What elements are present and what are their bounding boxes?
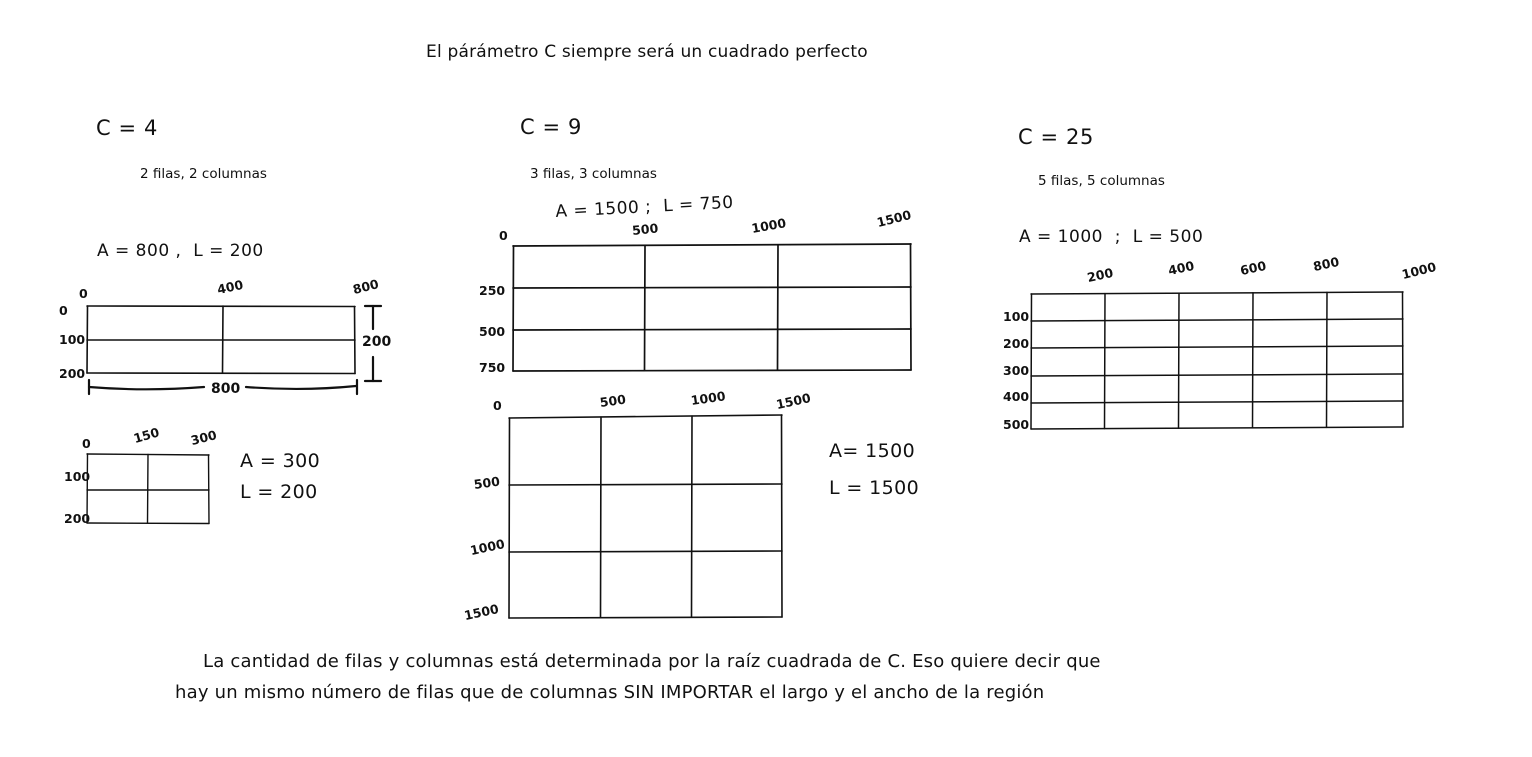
case-1-grid-2-ytick-2: 200 [64,511,91,526]
case-1-dims-label: A = 800 , L = 200 [97,241,264,261]
case-1-grid-2 [86,453,210,525]
case-2-grid-2-xtick-3: 1500 [774,390,812,413]
case-2-grid-1-ytick-3: 750 [479,360,506,375]
footer-line-1: La cantidad de filas y columnas está determinada por la raíz cuadrada de C. Eso quiere decir que [203,651,1101,672]
case-2-grid-1-xtick-1: 500 [631,220,659,239]
case-3-grid-1-xtick-3: 600 [1238,257,1268,279]
case-2-grid-1 [512,244,912,372]
case-3-grid-1-ytick-5: 500 [1003,417,1030,432]
case-3-heading: C = 25 [1018,125,1094,149]
case-1-grid-2-xtick-0: 0 [82,436,91,451]
case-2-grid-2-xtick-2: 1000 [689,388,727,409]
page-title: El párámetro C siempre será un cuadrado perfecto [426,42,868,62]
case-2-grid-1-ytick-1: 250 [479,283,506,298]
case-2-grid-2 [508,415,783,620]
case-3-subtitle: 5 filas, 5 columnas [1038,173,1165,189]
case-1-grid-1-xtick-2: 800 [351,276,381,298]
case-3-grid-1-xtick-4: 800 [1311,253,1341,275]
case-2-grid-1-ytick-2: 500 [479,324,506,339]
case-2-grid-2-ytick-1: 500 [472,473,501,493]
case-3-grid-1-xtick-2: 400 [1166,257,1196,279]
case-3-grid-1-xtick-1: 200 [1085,264,1115,286]
case-2-grid-2-note-l: L = 1500 [829,477,920,499]
case-3-grid-1-ytick-2: 200 [1003,336,1030,351]
case-2-grid-2-xtick-0: 0 [493,398,502,413]
case-3-grid-1-ytick-3: 300 [1003,363,1030,378]
case-3-grid-1-xtick-5: 1000 [1400,259,1438,283]
case-1-grid-2-note-l: L = 200 [240,481,318,503]
case-2-grid-1-xtick-3: 1500 [875,207,913,231]
case-1-heading: C = 4 [96,116,158,140]
case-3-grid-1 [1030,292,1404,430]
case-1-grid-1 [86,305,356,375]
case-1-grid-1-ytick-1: 100 [59,332,86,347]
case-2-grid-2-note-a: A= 1500 [829,440,916,462]
case-2-grid-2-ytick-3: 1500 [462,601,500,624]
case-2-subtitle: 3 filas, 3 columnas [530,166,657,182]
case-2-dims-label: A = 1500 ; L = 750 [554,192,735,223]
case-1-grid-1-ytick-2: 200 [59,366,86,381]
case-1-subtitle: 2 filas, 2 columnas [140,166,267,182]
case-1-grid-2-ytick-1: 100 [64,469,91,484]
case-2-heading: C = 9 [520,115,582,139]
case-1-height-label: 200 [362,334,392,350]
case-2-grid-1-xtick-2: 1000 [750,215,788,237]
case-2-grid-1-xtick-0: 0 [499,228,508,243]
case-1-grid-1-ytick-0: 0 [59,303,68,318]
case-1-width-label: 800 [211,381,241,397]
case-1-grid-1-xtick-1: 400 [215,276,245,298]
case-2-grid-2-ytick-2: 1000 [468,536,506,559]
case-3-grid-1-ytick-4: 400 [1003,389,1030,404]
case-1-grid-2-note-a: A = 300 [240,450,321,472]
case-1-grid-1-xtick-0: 0 [79,286,88,301]
case-1-grid-2-xtick-2: 300 [189,427,219,449]
case-3-dims-label: A = 1000 ; L = 500 [1019,227,1204,247]
footer-line-2: hay un mismo número de filas que de columnas SIN IMPORTAR el largo y el ancho de la región [175,682,1045,703]
case-1-grid-2-xtick-1: 150 [131,424,161,447]
case-2-grid-2-xtick-1: 500 [598,391,627,411]
case-3-grid-1-ytick-1: 100 [1003,309,1030,324]
